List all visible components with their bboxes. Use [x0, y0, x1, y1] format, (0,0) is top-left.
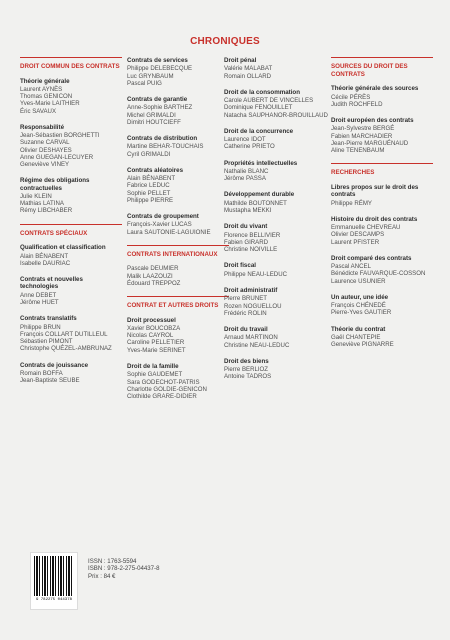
- author-name: Valérie MALABAT: [224, 65, 273, 73]
- chronicle-group: [20, 315, 122, 352]
- chronicle-group: [127, 96, 229, 126]
- author-name: Judith ROCHFELD: [331, 100, 383, 108]
- section-rule: [20, 57, 122, 58]
- author-name: Jean-Sébastien BORGHETTI: [20, 132, 100, 140]
- author-name: Éric SAVAUX: [20, 107, 57, 115]
- section-heading: DROIT COMMUN DES CONTRATS: [20, 63, 120, 70]
- chronicle-group: [224, 160, 326, 183]
- chronicle-group: [127, 317, 229, 354]
- author-name: Natacha SAUPHANOR-BROUILLAUD: [224, 111, 328, 119]
- author-name: Fabrice LEDUC: [127, 182, 170, 190]
- chronicle-title: Droit de la concurrence: [224, 127, 294, 135]
- author-name: Yves-Marie LAITHIER: [20, 100, 80, 108]
- barcode-block: [30, 552, 78, 610]
- author-name: Jean-Pierre MARGUÉNAUD: [331, 139, 409, 147]
- chronicle-group: [20, 177, 122, 214]
- chronicle-title: Contrats translatifs: [20, 315, 77, 323]
- author-name: François CHÉNEDÉ: [331, 302, 386, 310]
- chronicle-title: Contrats de distribution: [127, 135, 198, 143]
- chronicle-group: [331, 85, 433, 108]
- section-heading-block: [127, 296, 229, 310]
- chronicle-title: Libres propos sur le droit des contrats: [331, 183, 419, 199]
- chronicle-title: Droit du travail: [224, 325, 268, 333]
- chronicle-title: Droit comparé des contrats: [331, 254, 412, 262]
- author-name: Anne-Sophie BARTHEZ: [127, 104, 193, 112]
- author-name: Jérôme PASSA: [224, 175, 266, 183]
- author-name: Sara GODECHOT-PATRIS: [127, 378, 200, 386]
- chronicle-group: [127, 167, 229, 204]
- chronicle-group: [331, 216, 433, 246]
- author-name: Fabien GIRARD: [224, 238, 269, 246]
- author-name: Sébastien PIMONT: [20, 338, 73, 346]
- page-title: CHRONIQUES: [190, 36, 260, 47]
- issn: ISSN : 1763-5594: [88, 558, 137, 565]
- author-name: Bénédicte FAUVARQUE-COSSON: [331, 270, 426, 278]
- author-name: Philippe BRUN: [20, 323, 61, 331]
- author-name: Laurence USUNIER: [331, 277, 386, 285]
- barcode: [30, 552, 78, 610]
- author-name: Laurent AYNÈS: [20, 86, 63, 93]
- author-name: Dimitri HOUTCIEFF: [127, 118, 181, 126]
- chronicle-group: [127, 265, 229, 287]
- author-name: Philippe RÉMY: [331, 199, 372, 207]
- author-name: Romain BOFFA: [20, 369, 63, 377]
- column-4: [331, 57, 433, 357]
- author-name: Malik LAAZOUZI: [127, 272, 173, 280]
- publication-info: [88, 558, 159, 580]
- author-name: Laurence IDOT: [224, 136, 266, 144]
- section-heading: CONTRATS SPÉCIAUX: [20, 229, 88, 237]
- chronicle-title: Histoire du droit des contrats: [331, 215, 418, 223]
- chronicle-title: Droit du vivant: [224, 223, 268, 231]
- chronicle-title: Contrats et nouvelles technologies: [20, 276, 83, 291]
- chronicle-title: Droit des biens: [224, 357, 269, 365]
- author-name: Carole AUBERT DE VINCELLES: [224, 97, 314, 105]
- author-name: Geneviève PIGNARRE: [331, 341, 394, 349]
- author-name: Luc GRYNBAUM: [127, 72, 174, 80]
- author-name: Clothilde GRARE-DIDIER: [127, 392, 197, 400]
- author-name: Gaël CHANTEPIE: [331, 334, 381, 342]
- chronicle-title: Droit de la famille: [127, 362, 179, 370]
- chronicle-group: [224, 128, 326, 151]
- chronicle-group: [224, 326, 326, 349]
- chronicle-title: Théorie générale des sources: [331, 85, 419, 93]
- chronicle-group: [331, 294, 433, 317]
- section-rule: [127, 296, 229, 297]
- chronicle-group: [331, 184, 433, 207]
- chronicle-title: Contrats de groupement: [127, 213, 199, 221]
- chronicle-group: [127, 363, 229, 400]
- column-1: [20, 57, 122, 393]
- author-name: François-Xavier LUCAS: [127, 221, 192, 229]
- author-name: Olivier DESCAMPS: [331, 231, 385, 239]
- chronicle-group: [20, 124, 122, 168]
- author-name: Cyril GRIMALDI: [127, 150, 171, 158]
- author-name: Dominique FENOUILLET: [224, 104, 293, 112]
- chronicle-group: [331, 117, 433, 154]
- author-name: Michel GRIMALDI: [127, 111, 176, 119]
- author-name: Jérôme HUET: [20, 299, 59, 307]
- section-heading: SOURCES DU DROIT DES CONTRATS: [331, 63, 408, 78]
- section-heading-block: [20, 57, 122, 71]
- author-name: François COLLART DUTILLEUL: [20, 330, 108, 338]
- column-3: [224, 57, 326, 390]
- author-name: Anne GUEGAN-LECUYER: [20, 153, 94, 161]
- chronicles-columns: [20, 57, 438, 477]
- chronicle-group: [224, 223, 326, 253]
- author-name: Romain OLLARD: [224, 72, 272, 80]
- author-name: Christophe QUÉZEL-AMBRUNAZ: [20, 345, 112, 353]
- section-heading-block: [20, 224, 122, 238]
- chronicle-group: [224, 262, 326, 278]
- section-heading-block: [127, 245, 229, 259]
- chronicle-title: Un auteur, une idée: [331, 293, 389, 301]
- chronicle-title: Contrats de jouissance: [20, 361, 89, 369]
- column-2: [127, 57, 229, 409]
- chronicle-group: [127, 213, 229, 236]
- barcode-bars: [34, 556, 74, 596]
- author-name: Jean-Baptiste SEUBE: [20, 377, 80, 385]
- author-name: Antoine TADROS: [224, 373, 272, 381]
- chronicle-title: Droit fiscal: [224, 262, 256, 270]
- chronicle-group: [224, 191, 326, 214]
- chronicle-group: [224, 57, 326, 80]
- author-name: Arnaud MARTINON: [224, 334, 278, 342]
- section-heading: RECHERCHES: [331, 169, 375, 177]
- chronicle-group: [331, 255, 433, 285]
- author-name: Anne DEBET: [20, 291, 57, 299]
- author-name: Suzanne CARVAL: [20, 139, 70, 147]
- author-name: Martine BEHAR-TOUCHAIS: [127, 143, 204, 151]
- author-name: Isabelle DAURIAC: [20, 259, 71, 267]
- chronicle-title: Contrats de services: [127, 57, 188, 64]
- section-heading: CONTRATS INTERNATIONAUX: [127, 250, 218, 258]
- chronicle-group: [20, 78, 122, 115]
- chronicle-title: Droit pénal: [224, 57, 257, 64]
- author-name: Pascale DEUMIER: [127, 265, 179, 273]
- chronicle-group: [20, 362, 122, 385]
- author-name: Rozen NOGUELLOU: [224, 302, 282, 310]
- chronicle-title: Régime des obligations contractuelles: [20, 177, 90, 192]
- chronicle-title: Contrats aléatoires: [127, 166, 184, 174]
- author-name: Édouard TREPPOZ: [127, 279, 181, 287]
- section-rule: [127, 245, 229, 246]
- section-rule: [331, 163, 433, 164]
- chronicle-title: Droit administratif: [224, 286, 278, 294]
- author-name: Frédéric ROLIN: [224, 309, 267, 317]
- author-name: Laurent PFISTER: [331, 238, 380, 246]
- author-name: Julie KLEIN: [20, 193, 52, 201]
- isbn: ISBN : 978-2-275-04437-8: [88, 565, 160, 573]
- author-name: Rémy LIBCHABER: [20, 207, 73, 215]
- author-name: Alain BÉNABENT: [20, 252, 69, 260]
- author-name: Emmanuelle CHEVREAU: [331, 224, 401, 232]
- author-name: Fabien MARCHADIER: [331, 132, 393, 140]
- author-name: Philippe NEAU-LEDUC: [224, 270, 287, 278]
- author-name: Olivier DESHAYES: [20, 146, 72, 154]
- chronicle-title: Théorie du contrat: [331, 325, 386, 333]
- author-name: Philippe DELEBECQUE: [127, 65, 193, 73]
- author-name: Alain BÉNABENT: [127, 175, 176, 183]
- section-heading-block: [331, 163, 433, 177]
- chronicle-title: Qualification et classification: [20, 244, 106, 252]
- author-name: Mathilde BOUTONNET: [224, 199, 287, 207]
- price: Prix : 84 €: [88, 572, 116, 580]
- author-name: Nicolas CAYROL: [127, 332, 174, 340]
- author-name: Xavier BOUCOBZA: [127, 325, 181, 333]
- author-name: Caroline PELLETIER: [127, 339, 185, 347]
- author-name: Christine NEAU-LEDUC: [224, 341, 290, 349]
- author-name: Pierre BRUNET: [224, 295, 268, 303]
- author-name: Pierre-Yves GAUTIER: [331, 309, 392, 317]
- chronicle-group: [331, 326, 433, 349]
- chronicle-title: Responsabilité: [20, 123, 65, 131]
- author-name: Cécile PÉRÈS: [331, 93, 371, 101]
- author-name: Mustapha MEKKI: [224, 207, 272, 215]
- author-name: Yves-Marie SERINET: [127, 346, 186, 354]
- section-rule: [20, 224, 122, 225]
- author-name: Mathias LATINA: [20, 200, 64, 208]
- chronicle-title: Droit de la consommation: [224, 88, 300, 96]
- author-name: Sophie PELLET: [127, 189, 171, 197]
- chronicle-group: [20, 276, 122, 306]
- chronicle-title: Propriétés intellectuelles: [224, 159, 298, 167]
- section-rule: [331, 57, 433, 58]
- chronicle-group: [20, 244, 122, 267]
- author-name: Pierre BERLIOZ: [224, 366, 269, 374]
- section-heading-block: [331, 57, 433, 78]
- chronicle-group: [224, 358, 326, 381]
- chronicle-title: Droit processuel: [127, 316, 176, 324]
- author-name: Geneviève VINEY: [20, 161, 70, 169]
- chronicle-group: [224, 89, 326, 119]
- chronicle-group: [127, 135, 229, 158]
- author-name: Pascal ANCEL: [331, 263, 371, 271]
- chronicle-group: [127, 57, 229, 87]
- chronicle-title: Théorie générale: [20, 77, 70, 85]
- author-name: Aline TENENBAUM: [331, 147, 385, 155]
- author-name: Laura SAUTONIE-LAGUIONIE: [127, 228, 211, 236]
- chronicle-title: Droit européen des contrats: [331, 117, 414, 124]
- author-name: Nathalie BLANC: [224, 168, 269, 176]
- author-name: Florence BELLIVIER: [224, 231, 281, 239]
- author-name: Sophie GAUDEMET: [127, 371, 183, 379]
- section-heading: CONTRAT ET AUTRES DROITS: [127, 302, 219, 310]
- author-name: Thomas GENICON: [20, 93, 73, 101]
- author-name: Charlotte GOLDIE-GENICON: [127, 385, 207, 393]
- author-name: Pascal PUIG: [127, 79, 162, 87]
- author-name: Catherine PRIETO: [224, 143, 275, 151]
- chronicle-group: [224, 287, 326, 317]
- author-name: Jean-Sylvestre BERGÉ: [331, 125, 395, 133]
- author-name: Christine NOIVILLE: [224, 246, 278, 254]
- chronicle-title: Contrats de garantie: [127, 96, 188, 104]
- author-name: Philippe PIERRE: [127, 196, 174, 204]
- chronicle-title: Développement durable: [224, 191, 295, 199]
- barcode-number: 9 782275 044378: [35, 598, 72, 602]
